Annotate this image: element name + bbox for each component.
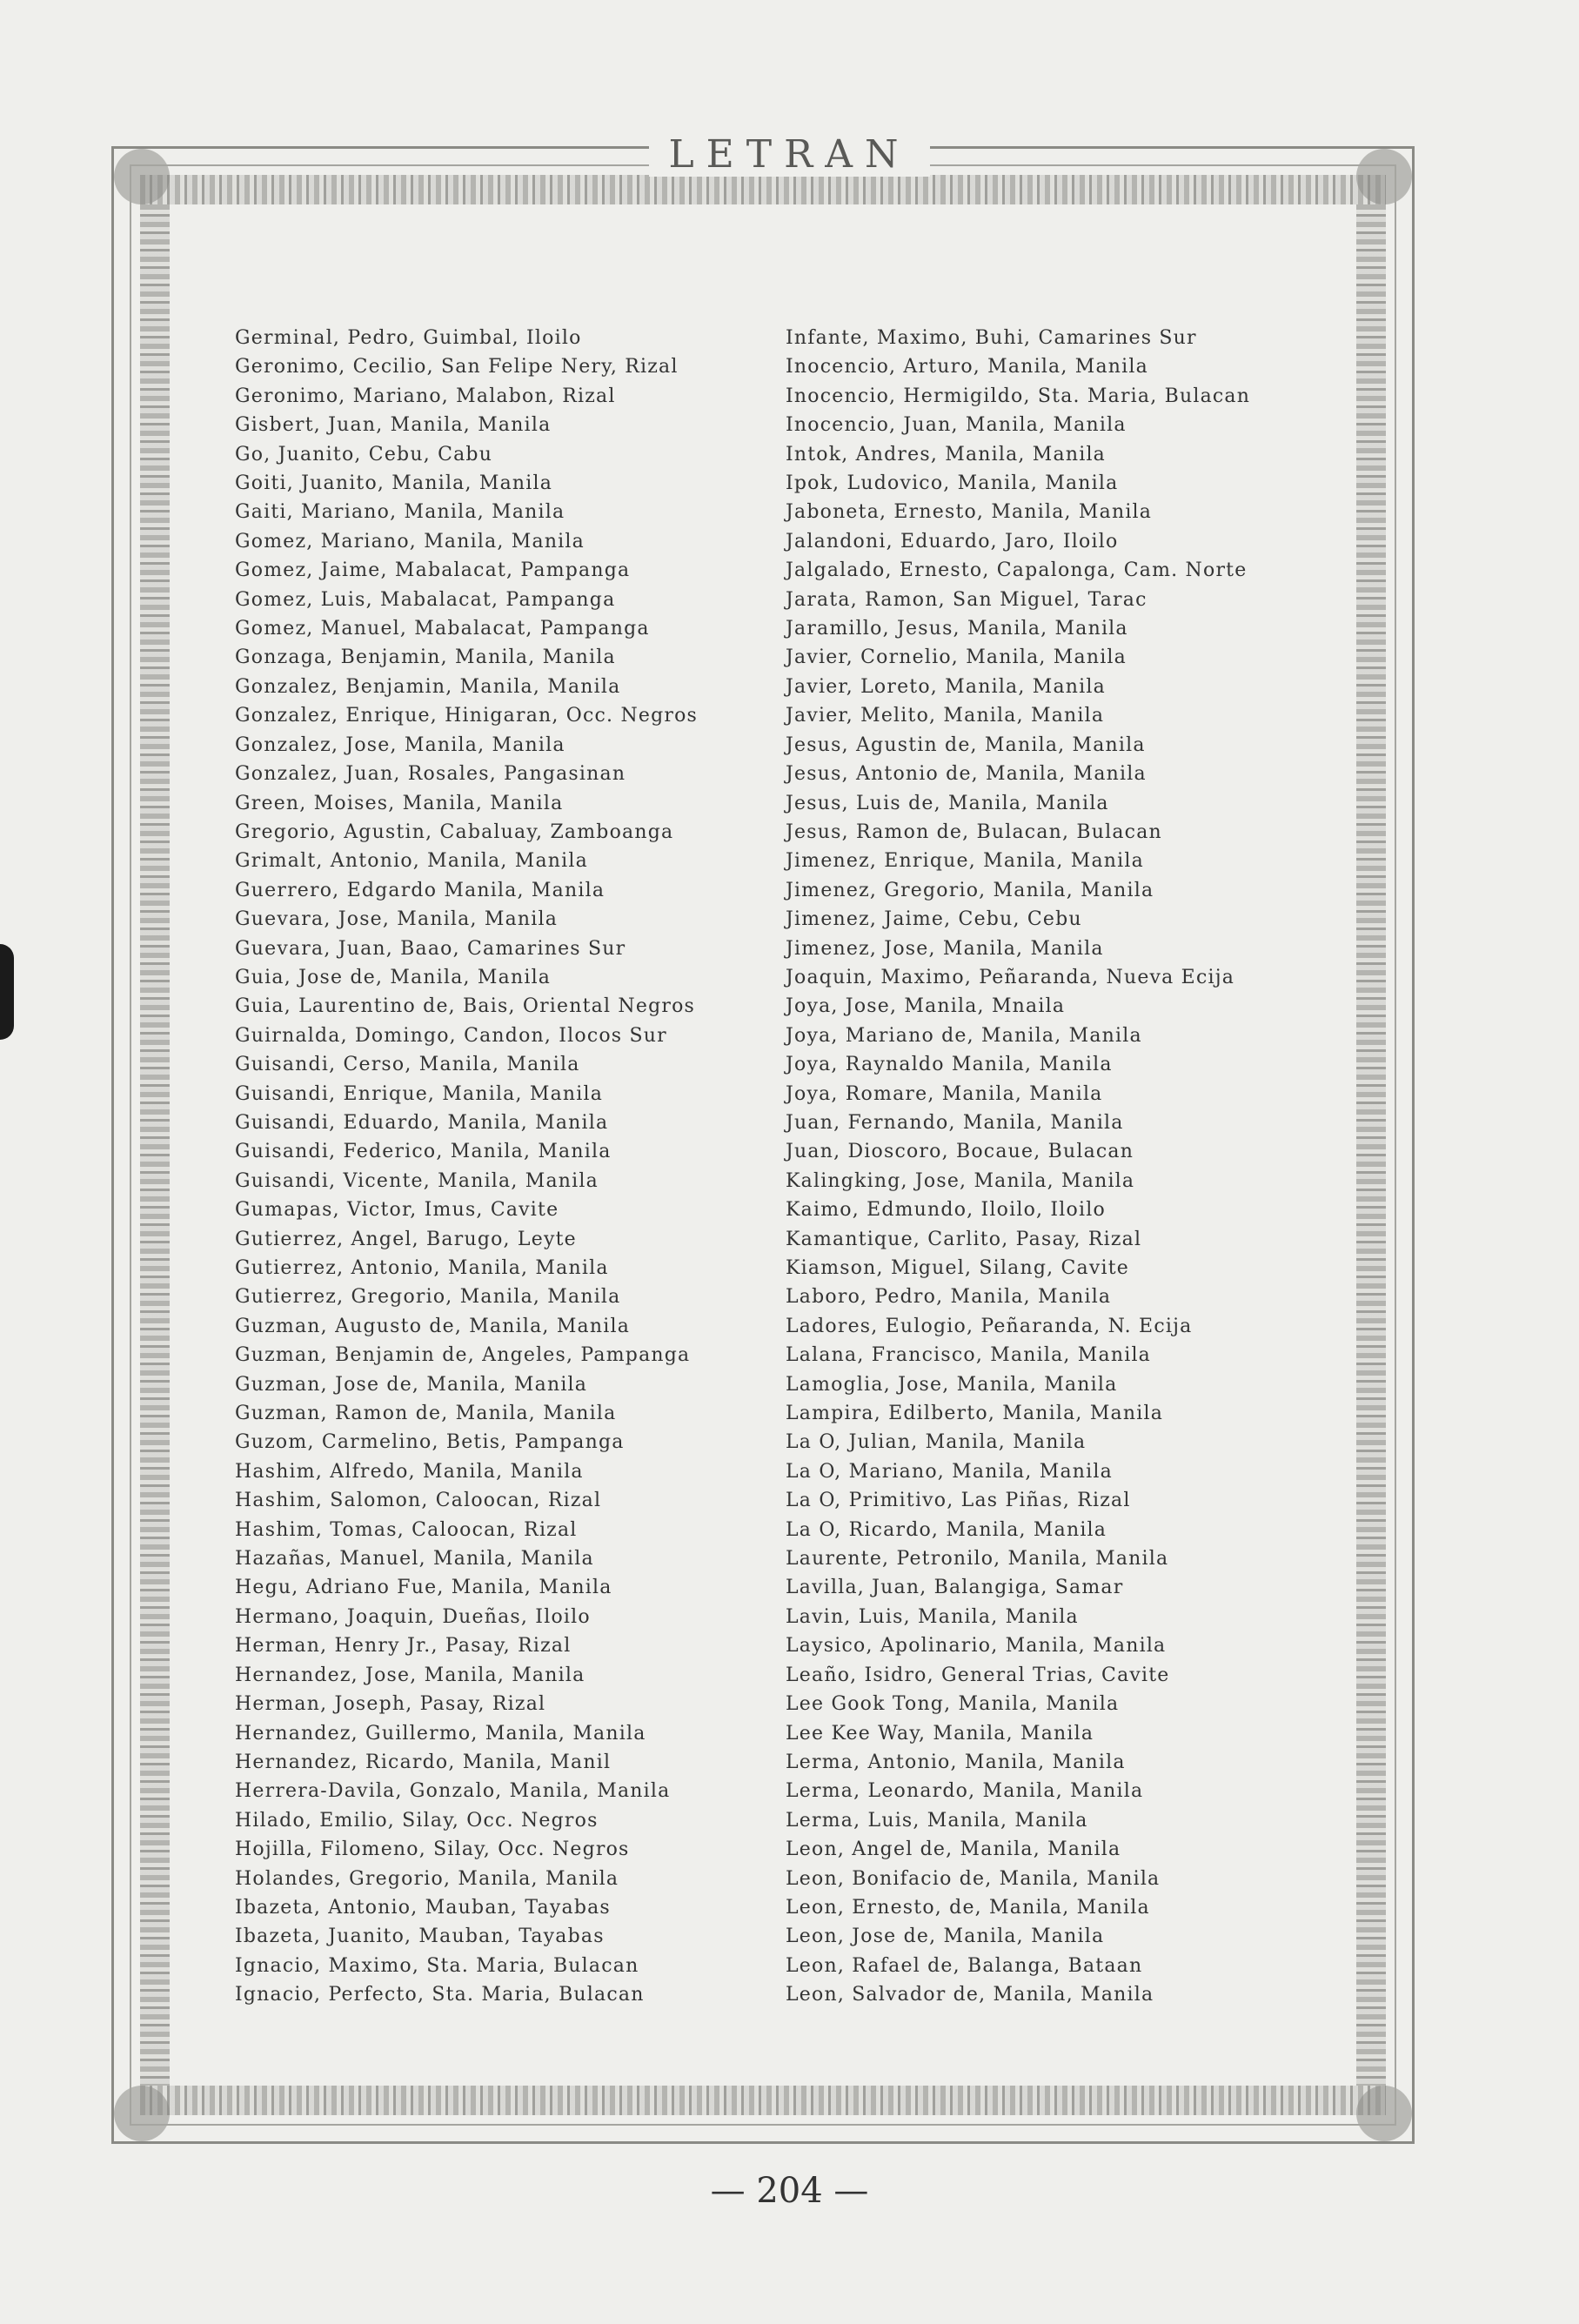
name-entry: Herrera-Davila, Gonzalo, Manila, Manila <box>235 1780 671 1803</box>
scan-edge-mark <box>0 944 14 1040</box>
name-entry: Ignacio, Perfecto, Sta. Maria, Bulacan <box>235 1984 645 2006</box>
name-entry: Leon, Ernesto, de, Manila, Manila <box>786 1896 1150 1919</box>
name-entry: Hernandez, Guillermo, Manila, Manila <box>235 1722 646 1745</box>
name-entry: Geronimo, Cecilio, San Felipe Nery, Rizal <box>235 356 679 378</box>
left-name-column <box>235 324 792 2010</box>
name-entry: Leon, Jose de, Manila, Manila <box>786 1926 1105 1948</box>
name-entry: Joya, Mariano de, Manila, Manila <box>786 1024 1142 1047</box>
name-entry: Guisandi, Enrique, Manila, Manila <box>235 1082 604 1105</box>
name-entry: Joya, Raynaldo Manila, Manila <box>786 1054 1113 1076</box>
name-entry: Jimenez, Jaime, Cebu, Cebu <box>786 908 1082 931</box>
name-entry: Jimenez, Enrique, Manila, Manila <box>786 850 1144 873</box>
name-entry: Inocencio, Hermigildo, Sta. Maria, Bulacan <box>786 385 1251 407</box>
name-entry: Javier, Melito, Manila, Manila <box>786 705 1105 727</box>
name-entry: Lalana, Francisco, Manila, Manila <box>786 1344 1152 1367</box>
name-entry: Leon, Salvador de, Manila, Manila <box>786 1984 1154 2006</box>
name-entry: Ladores, Eulogio, Peñaranda, N. Ecija <box>786 1315 1193 1337</box>
name-entry: Guisandi, Vicente, Manila, Manila <box>235 1169 599 1192</box>
name-entry: La O, Primitivo, Las Piñas, Rizal <box>786 1490 1131 1512</box>
name-entry: Kamantique, Carlito, Pasay, Rizal <box>786 1228 1142 1250</box>
name-entry: Juan, Fernando, Manila, Manila <box>786 1111 1124 1134</box>
name-entry: Gutierrez, Gregorio, Manila, Manila <box>235 1286 621 1309</box>
name-entry: Goiti, Juanito, Manila, Manila <box>235 472 553 495</box>
name-entry: Juan, Dioscoro, Bocaue, Bulacan <box>786 1141 1134 1163</box>
name-entry: Herman, Joseph, Pasay, Rizal <box>235 1693 546 1716</box>
name-entry: Jimenez, Jose, Manila, Manila <box>786 937 1104 960</box>
name-entry: Leon, Rafael de, Balanga, Bataan <box>786 1954 1143 1977</box>
name-entry: Herman, Henry Jr., Pasay, Rizal <box>235 1635 572 1658</box>
name-entry: Guisandi, Cerso, Manila, Manila <box>235 1054 580 1076</box>
name-entry: Guzom, Carmelino, Betis, Pampanga <box>235 1431 625 1454</box>
name-entry: Hilado, Emilio, Silay, Occ. Negros <box>235 1809 599 1832</box>
name-entry: Infante, Maximo, Buhi, Camarines Sur <box>786 327 1197 349</box>
right-name-column <box>786 324 1342 2010</box>
name-entry: Gumapas, Victor, Imus, Cavite <box>235 1199 559 1222</box>
name-entry: Laboro, Pedro, Manila, Manila <box>786 1286 1112 1309</box>
name-entry: Joya, Jose, Manila, Mnaila <box>786 995 1066 1018</box>
name-entry: Gonzalez, Benjamin, Manila, Manila <box>235 675 621 698</box>
name-entry: Lee Gook Tong, Manila, Manila <box>786 1693 1120 1716</box>
name-entry: Inocencio, Arturo, Manila, Manila <box>786 356 1148 378</box>
name-entry: Hernandez, Jose, Manila, Manila <box>235 1664 585 1686</box>
name-entry: Hazañas, Manuel, Manila, Manila <box>235 1548 594 1571</box>
header <box>0 132 1579 177</box>
name-entry: Hernandez, Ricardo, Manila, Manil <box>235 1751 612 1773</box>
name-entry: Holandes, Gregorio, Manila, Manila <box>235 1867 619 1890</box>
name-entry: Guia, Jose de, Manila, Manila <box>235 966 552 988</box>
name-entry: Germinal, Pedro, Guimbal, Iloilo <box>235 327 582 349</box>
name-entry: Joya, Romare, Manila, Manila <box>786 1082 1103 1105</box>
name-entry: Lavilla, Juan, Balangiga, Samar <box>786 1577 1124 1599</box>
name-entry: Hermano, Joaquin, Dueñas, Iloilo <box>235 1605 591 1628</box>
name-entry: Guerrero, Edgardo Manila, Manila <box>235 879 606 901</box>
name-entry: Jaramillo, Jesus, Manila, Manila <box>786 618 1128 640</box>
name-entry: Laurente, Petronilo, Manila, Manila <box>786 1548 1169 1571</box>
name-entry: Jaboneta, Ernesto, Manila, Manila <box>786 501 1153 524</box>
name-entry: Lerma, Luis, Manila, Manila <box>786 1809 1088 1832</box>
name-entry: La O, Mariano, Manila, Manila <box>786 1460 1113 1483</box>
name-entry: Intok, Andres, Manila, Manila <box>786 443 1107 465</box>
name-entry: Lerma, Leonardo, Manila, Manila <box>786 1780 1144 1803</box>
name-entry: Ignacio, Maximo, Sta. Maria, Bulacan <box>235 1954 639 1977</box>
name-entry: Ibazeta, Juanito, Mauban, Tayabas <box>235 1926 605 1948</box>
name-entry: Lamoglia, Jose, Manila, Manila <box>786 1373 1118 1396</box>
name-entry: Jesus, Ramon de, Bulacan, Bulacan <box>786 820 1162 843</box>
name-entry: Guzman, Ramon de, Manila, Manila <box>235 1403 617 1425</box>
name-entry: Gomez, Luis, Mabalacat, Pampanga <box>235 588 616 611</box>
name-entry: Gisbert, Juan, Manila, Manila <box>235 414 552 437</box>
name-entry: Guevara, Juan, Baao, Camarines Sur <box>235 937 626 960</box>
name-entry: Guirnalda, Domingo, Candon, Ilocos Sur <box>235 1024 667 1047</box>
name-entry: Gomez, Jaime, Mabalacat, Pampanga <box>235 559 631 582</box>
name-entry: Gomez, Manuel, Mabalacat, Pampanga <box>235 618 650 640</box>
name-entry: Kalingking, Jose, Manila, Manila <box>786 1169 1135 1192</box>
name-entry: Gonzalez, Jose, Manila, Manila <box>235 733 565 756</box>
name-entry: Leon, Angel de, Manila, Manila <box>786 1838 1121 1861</box>
name-entry: Guisandi, Eduardo, Manila, Manila <box>235 1111 609 1134</box>
name-entry: Hojilla, Filomeno, Silay, Occ. Negros <box>235 1838 630 1861</box>
name-entry: Kaimo, Edmundo, Iloilo, Iloilo <box>786 1199 1106 1222</box>
page-number: — 204 — <box>710 2171 869 2211</box>
name-entry: Ipok, Ludovico, Manila, Manila <box>786 472 1119 495</box>
name-entry: Gutierrez, Angel, Barugo, Leyte <box>235 1228 577 1250</box>
name-entry: Guisandi, Federico, Manila, Manila <box>235 1141 612 1163</box>
name-entry: Joaquin, Maximo, Peñaranda, Nueva Ecija <box>786 966 1235 988</box>
name-entry: Grimalt, Antonio, Manila, Manila <box>235 850 588 873</box>
name-entry: Guzman, Augusto de, Manila, Manila <box>235 1315 631 1337</box>
name-entry: Jesus, Antonio de, Manila, Manila <box>786 763 1147 786</box>
name-entry: Javier, Loreto, Manila, Manila <box>786 675 1106 698</box>
name-entry: Gregorio, Agustin, Cabaluay, Zamboanga <box>235 820 674 843</box>
name-entry: Green, Moises, Manila, Manila <box>235 792 564 814</box>
name-entry: Lavin, Luis, Manila, Manila <box>786 1605 1079 1628</box>
name-entry: La O, Ricardo, Manila, Manila <box>786 1518 1107 1541</box>
name-entry: Jalgalado, Ernesto, Capalonga, Cam. Norte <box>786 559 1248 582</box>
name-entry: Hashim, Salomon, Caloocan, Rizal <box>235 1490 602 1512</box>
name-entry: Gaiti, Mariano, Manila, Manila <box>235 501 565 524</box>
name-entry: Guzman, Benjamin de, Angeles, Pampanga <box>235 1344 691 1367</box>
name-entry: Kiamson, Miguel, Silang, Cavite <box>786 1257 1129 1279</box>
name-entry: Guevara, Jose, Manila, Manila <box>235 908 559 931</box>
name-entry: Gonzalez, Enrique, Hinigaran, Occ. Negros <box>235 705 699 727</box>
name-entry: Inocencio, Juan, Manila, Manila <box>786 414 1127 437</box>
name-entry: Gomez, Mariano, Manila, Manila <box>235 530 585 553</box>
page-title: LETRAN <box>649 132 929 177</box>
name-entry: Hashim, Alfredo, Manila, Manila <box>235 1460 584 1483</box>
name-entry: Gutierrez, Antonio, Manila, Manila <box>235 1257 609 1279</box>
name-entry: La O, Julian, Manila, Manila <box>786 1431 1087 1454</box>
name-entry: Hegu, Adriano Fue, Manila, Manila <box>235 1577 612 1599</box>
name-entry: Lampira, Edilberto, Manila, Manila <box>786 1403 1164 1425</box>
name-entry: Hashim, Tomas, Caloocan, Rizal <box>235 1518 578 1541</box>
name-entry: Gonzaga, Benjamin, Manila, Manila <box>235 646 616 669</box>
name-entry: Jalandoni, Eduardo, Jaro, Iloilo <box>786 530 1119 553</box>
name-entry: Jesus, Agustin de, Manila, Manila <box>786 733 1146 756</box>
name-entry: Javier, Cornelio, Manila, Manila <box>786 646 1127 669</box>
name-entry: Guzman, Jose de, Manila, Manila <box>235 1373 588 1396</box>
name-entry: Lerma, Antonio, Manila, Manila <box>786 1751 1126 1773</box>
name-entry: Jarata, Ramon, San Miguel, Tarac <box>786 588 1147 611</box>
name-entry: Guia, Laurentino de, Bais, Oriental Negros <box>235 995 696 1018</box>
name-entry: Lee Kee Way, Manila, Manila <box>786 1722 1094 1745</box>
name-entry: Ibazeta, Antonio, Mauban, Tayabas <box>235 1896 611 1919</box>
name-entry: Jesus, Luis de, Manila, Manila <box>786 792 1109 814</box>
name-entry: Leaño, Isidro, General Trias, Cavite <box>786 1664 1170 1686</box>
name-entry: Leon, Bonifacio de, Manila, Manila <box>786 1867 1161 1890</box>
name-entry: Geronimo, Mariano, Malabon, Rizal <box>235 385 616 407</box>
name-entry: Jimenez, Gregorio, Manila, Manila <box>786 879 1154 901</box>
name-entry: Go, Juanito, Cebu, Cabu <box>235 443 493 465</box>
name-entry: Laysico, Apolinario, Manila, Manila <box>786 1635 1167 1658</box>
name-entry: Gonzalez, Juan, Rosales, Pangasinan <box>235 763 626 786</box>
